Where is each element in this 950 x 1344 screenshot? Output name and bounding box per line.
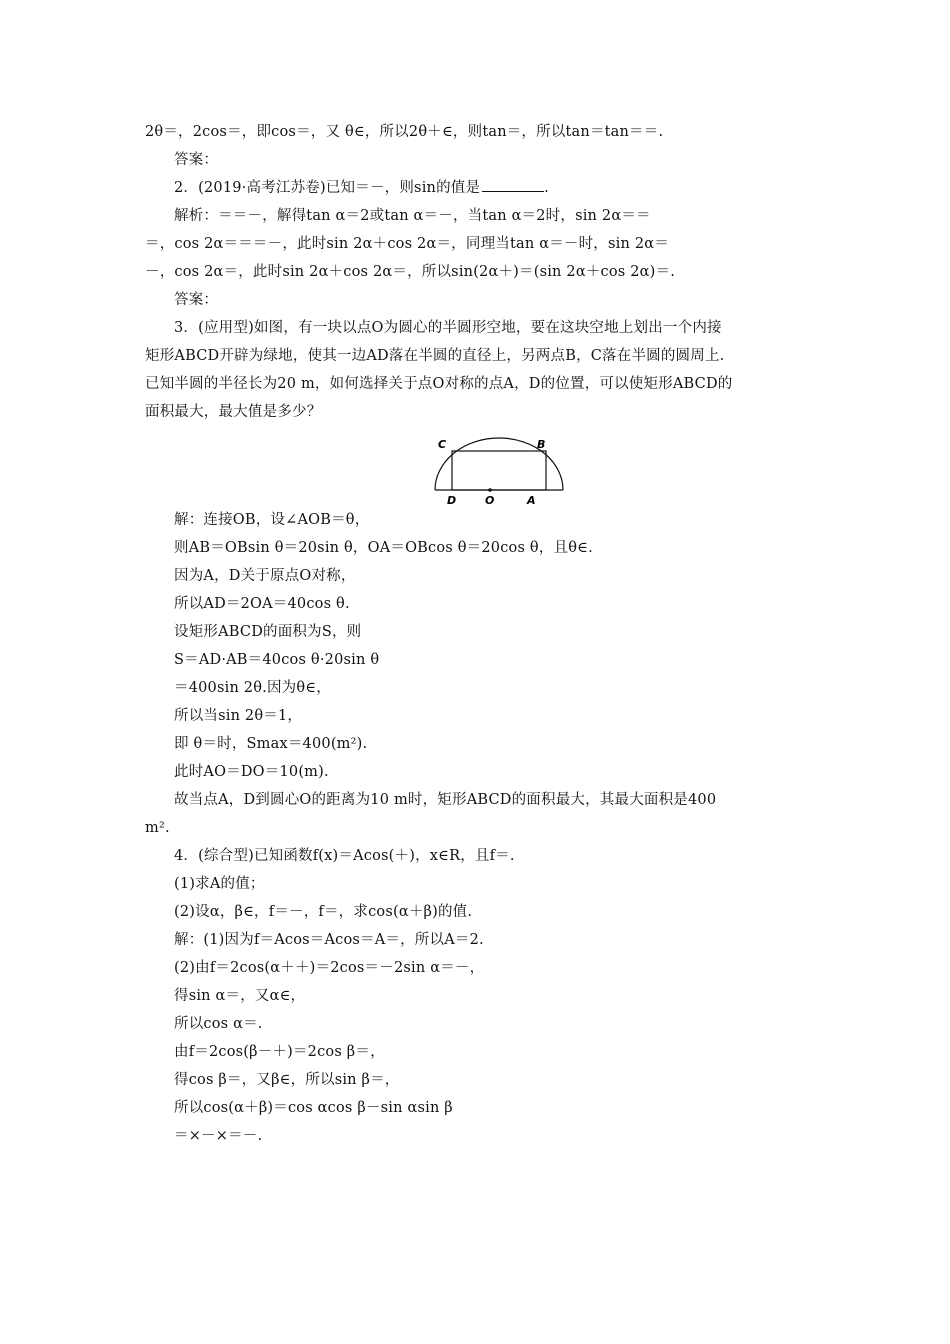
text-line-content: 已知半圆的半径长为20 m，如何选择关于点O对称的点A，D的位置，可以使矩形ABCD的 [145, 376, 733, 392]
label-b: B [537, 438, 546, 451]
label-c: C [438, 438, 447, 451]
text-line-content: 即 θ＝时，Smax＝400(m²). [174, 736, 368, 752]
text-line-content: 则AB＝OBsin θ＝20sin θ，OA＝OBcos θ＝20cos θ，且θ∈. [174, 540, 593, 556]
text-line [174, 146, 218, 174]
text-line [145, 814, 170, 842]
text-line-content: 此时AO＝DO＝10(m). [174, 764, 329, 780]
text-line-content: －，cos 2α＝，此时sin 2α＋cos 2α＝，所以sin(2α＋)＝(sin 2α＋cos 2α)＝. [145, 264, 676, 280]
text-line-content: 答案： [174, 152, 219, 168]
text-line [174, 590, 350, 618]
text-line [174, 982, 305, 1010]
rectangle-abcd [452, 451, 546, 490]
text-line-content: ＝，cos 2α＝＝＝－，此时sin 2α＋cos 2α＝，同理当tan α＝－时，sin 2α＝ [145, 236, 669, 252]
text-line [174, 1066, 400, 1094]
text-line [174, 1010, 263, 1038]
label-a: A [527, 494, 536, 507]
text-line-content: 3．(应用型)如图，有一块以点O为圆心的半圆形空地，要在这块空地上划出一个内接 [174, 320, 722, 336]
text-line [174, 286, 218, 314]
text-line-content: 解析：＝＝－，解得tan α＝2或tan α＝－，当tan α＝2时，sin 2α＝＝ [174, 208, 651, 224]
text-line [145, 230, 669, 258]
text-line [174, 926, 484, 954]
text-line [145, 258, 675, 286]
text-line-content: 答案： [174, 292, 219, 308]
text-line [145, 370, 733, 398]
text-line-content: 矩形ABCD开辟为绿地，使其一边AD落在半圆的直径上，另两点B，C落在半圆的圆周上. [145, 348, 725, 364]
text-line [174, 618, 361, 646]
text-line-content: (2)设α，β∈，f＝－，f＝，求cos(α＋β)的值. [174, 904, 473, 920]
semicircle-figure [432, 430, 572, 508]
text-line [174, 842, 515, 870]
text-line [174, 174, 549, 202]
text-line [174, 1038, 385, 1066]
text-line-content: S＝AD·AB＝40cos θ·20sin θ [174, 652, 380, 668]
text-line-content: 所以cos(α＋β)＝cos αcos β－sin αsin β [174, 1100, 453, 1116]
text-line-content: (1)求A的值； [174, 876, 265, 892]
text-line [174, 730, 367, 758]
text-line [174, 1122, 262, 1150]
text-line-content: ＝×－×＝－. [174, 1128, 263, 1144]
center-point-o [488, 488, 492, 492]
semicircle-diagram [432, 430, 572, 508]
text-line [174, 534, 593, 562]
text-line-content: 解：(1)因为f＝Acos＝Acos＝A＝，所以A＝2. [174, 932, 484, 948]
text-line-content: m². [145, 820, 170, 836]
text-line [174, 646, 379, 674]
text-line-content: 2θ＝，2cos＝，即cos＝，又 θ∈，所以2θ＋∈，则tan＝，所以tan＝tan＝＝. [145, 124, 664, 140]
text-line-content: 解：连接OB，设∠AOB＝θ， [174, 512, 370, 528]
text-line-content: (2)由f＝2cos(α＋＋)＝2cos＝－2sin α＝－， [174, 960, 485, 976]
text-line [174, 202, 651, 230]
text-line-content: 所以cos α＝. [174, 1016, 263, 1032]
text-line [174, 1094, 453, 1122]
trailing-punctuation: . [544, 180, 549, 196]
text-line [174, 702, 302, 730]
text-line-content: 设矩形ABCD的面积为S，则 [174, 624, 362, 640]
text-line [174, 870, 265, 898]
text-line-content: 所以当sin 2θ＝1， [174, 708, 303, 724]
text-line-content: 所以AD＝2OA＝40cos θ. [174, 596, 350, 612]
text-line [174, 898, 472, 926]
text-line-content: 由f＝2cos(β－＋)＝2cos β＝， [174, 1044, 385, 1060]
text-line [174, 562, 356, 590]
text-line-content: 得cos β＝，又β∈，所以sin β＝， [174, 1072, 400, 1088]
text-line [174, 314, 722, 342]
text-line [174, 954, 484, 982]
text-line [145, 118, 663, 146]
text-line [174, 506, 369, 534]
text-line [174, 786, 716, 814]
text-line [174, 674, 331, 702]
text-line-content: 2．(2019·高考江苏卷)已知＝－，则sin的值是 [174, 180, 481, 196]
text-line [145, 398, 321, 426]
answer-blank [482, 175, 544, 192]
text-line [174, 758, 329, 786]
text-line-content: 得sin α＝，又α∈， [174, 988, 306, 1004]
label-o: O [485, 494, 495, 507]
text-line [145, 342, 724, 370]
text-line-content: ＝400sin 2θ.因为θ∈， [174, 680, 331, 696]
text-line-content: 故当点A，D到圆心O的距离为10 m时，矩形ABCD的面积最大，其最大面积是400 [174, 792, 717, 808]
text-line-content: 面积最大，最大值是多少？ [145, 404, 322, 420]
text-line-content: 因为A，D关于原点O对称， [174, 568, 356, 584]
text-line-content: 4．(综合型)已知函数f(x)＝Acos(＋)，x∈R，且f＝. [174, 848, 515, 864]
label-d: D [447, 494, 457, 507]
